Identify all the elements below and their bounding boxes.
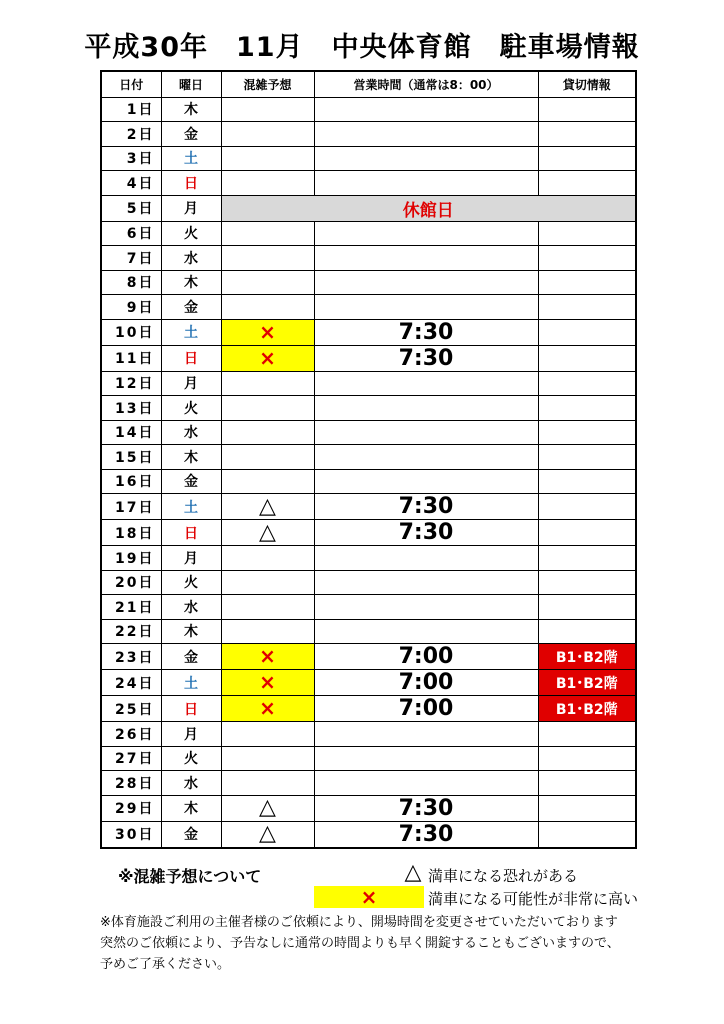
date-cell: 22日 [101,619,161,644]
reservation-cell [538,746,636,771]
weekday-cell: 日 [161,171,221,196]
date-cell: 8日 [101,270,161,295]
congestion-cell [221,246,314,271]
table-row [101,97,636,122]
date-cell: 11日 [101,345,161,371]
table-row [101,644,636,670]
date-cell: 15日 [101,445,161,470]
date-cell: 25日 [101,696,161,722]
hours-cell [314,771,538,796]
reservation-cell [538,122,636,147]
reservation-cell: B1･B2階 [538,670,636,696]
date-cell: 6日 [101,221,161,246]
table-row [101,445,636,470]
reservation-cell [538,494,636,520]
date-cell: 4日 [101,171,161,196]
weekday-cell: 金 [161,644,221,670]
weekday-cell: 月 [161,722,221,747]
cross-icon: × [259,644,276,668]
header-congestion: 混雑予想 [221,71,314,97]
weekday-cell: 木 [161,795,221,821]
congestion-cell [221,795,314,821]
reservation-cell [538,246,636,271]
hours-cell [314,171,538,196]
table-row [101,619,636,644]
date-cell: 19日 [101,546,161,571]
date-cell: 20日 [101,570,161,595]
reservation-cell [538,319,636,345]
note-line: ※体育施設ご利用の主催者様のご依頼により、開場時間を変更させていただいております [100,915,618,930]
header-reservation: 貸切情報 [538,71,636,97]
reservation-cell [538,520,636,546]
weekday-cell: 日 [161,696,221,722]
congestion-cell [221,771,314,796]
table-row [101,345,636,371]
reservation-cell: B1･B2階 [538,696,636,722]
weekday-cell: 金 [161,469,221,494]
weekday-cell: 土 [161,319,221,345]
hours-cell: 7:30 [314,795,538,821]
table-row [101,221,636,246]
hours-cell: 7:30 [314,520,538,546]
hours-cell [314,295,538,320]
date-cell: 5日 [101,195,161,221]
hours-cell: 7:30 [314,494,538,520]
note-line: 予めご了承ください。 [100,957,231,972]
hours-cell: 7:30 [314,319,538,345]
reservation-cell [538,722,636,747]
hours-cell [314,420,538,445]
date-cell: 9日 [101,295,161,320]
date-cell: 21日 [101,595,161,620]
legend-title: ※混雑予想について [118,867,262,886]
date-cell: 30日 [101,821,161,848]
table-row [101,746,636,771]
reservation-cell [538,295,636,320]
table-row [101,722,636,747]
congestion-cell [221,221,314,246]
date-cell: 23日 [101,644,161,670]
reservation-cell [538,171,636,196]
reservation-cell [538,270,636,295]
cross-icon: × [360,885,378,909]
congestion-cell [221,644,314,670]
hours-cell [314,619,538,644]
date-cell: 1日 [101,97,161,122]
weekday-cell: 金 [161,821,221,848]
congestion-cell [221,570,314,595]
congestion-cell [221,319,314,345]
note-line: 突然のご依頼により、予告なしに通常の時間よりも早く開錠することもございますので、 [100,936,620,951]
congestion-cell [221,696,314,722]
weekday-cell: 火 [161,221,221,246]
hours-cell [314,469,538,494]
table-row [101,795,636,821]
triangle-icon: △ [404,860,422,885]
cross-icon: × [259,696,276,720]
reservation-cell: B1･B2階 [538,644,636,670]
reservation-cell [538,345,636,371]
table-row [101,319,636,345]
congestion-cell [221,746,314,771]
table-row [101,821,636,848]
table-row [101,420,636,445]
date-cell: 12日 [101,371,161,396]
date-cell: 18日 [101,520,161,546]
legend-cross-text: 満車になる可能性が非常に高い [428,890,639,908]
cross-icon: × [259,319,276,344]
hours-cell [314,146,538,171]
reservation-cell [538,221,636,246]
table-row [101,696,636,722]
weekday-cell: 土 [161,146,221,171]
table-row [101,195,636,221]
hours-cell [314,595,538,620]
congestion-cell [221,146,314,171]
reservation-cell [538,469,636,494]
cross-icon: × [259,670,276,694]
reservation-cell [538,146,636,171]
table-row [101,494,636,520]
reservation-cell [538,619,636,644]
congestion-cell [221,97,314,122]
legend-triangle-text: 満車になる恐れがある [428,867,579,885]
congestion-cell [221,722,314,747]
date-cell: 28日 [101,771,161,796]
date-cell: 13日 [101,396,161,421]
header-date: 日付 [101,71,161,97]
congestion-cell [221,494,314,520]
table-row [101,546,636,571]
hours-cell: 7:00 [314,670,538,696]
hours-cell: 7:30 [314,345,538,371]
hours-cell [314,396,538,421]
table-header-row [101,71,636,97]
congestion-cell [221,821,314,848]
table-row [101,595,636,620]
table-row [101,670,636,696]
weekday-cell: 土 [161,494,221,520]
date-cell: 7日 [101,246,161,271]
congestion-cell [221,546,314,571]
date-cell: 10日 [101,319,161,345]
triangle-icon: △ [259,493,276,519]
date-cell: 2日 [101,122,161,147]
hours-cell [314,570,538,595]
date-cell: 3日 [101,146,161,171]
congestion-cell [221,396,314,421]
congestion-legend [118,862,718,910]
reservation-cell [538,371,636,396]
reservation-cell [538,821,636,848]
congestion-cell [221,619,314,644]
reservation-cell [538,97,636,122]
hours-cell [314,371,538,396]
reservation-cell [538,396,636,421]
date-cell: 26日 [101,722,161,747]
table-row [101,295,636,320]
header-hours: 営業時間（通常は8：00） [314,71,538,97]
hours-cell [314,270,538,295]
header-dow: 曜日 [161,71,221,97]
triangle-icon: △ [259,519,276,545]
weekday-cell: 日 [161,345,221,371]
weekday-cell: 火 [161,396,221,421]
congestion-cell [221,670,314,696]
table-row [101,396,636,421]
congestion-cell [221,270,314,295]
weekday-cell: 月 [161,195,221,221]
weekday-cell: 金 [161,295,221,320]
weekday-cell: 日 [161,520,221,546]
hours-cell [314,546,538,571]
weekday-cell: 月 [161,546,221,571]
weekday-cell: 火 [161,746,221,771]
table-row [101,520,636,546]
weekday-cell: 月 [161,371,221,396]
hours-cell [314,445,538,470]
hours-cell [314,746,538,771]
date-cell: 24日 [101,670,161,696]
reservation-cell [538,771,636,796]
reservation-cell [538,546,636,571]
table-row [101,146,636,171]
congestion-cell [221,595,314,620]
hours-cell [314,246,538,271]
date-cell: 27日 [101,746,161,771]
weekday-cell: 木 [161,270,221,295]
date-cell: 14日 [101,420,161,445]
weekday-cell: 木 [161,445,221,470]
table-row [101,171,636,196]
weekday-cell: 土 [161,670,221,696]
cross-icon: × [259,345,276,370]
hours-cell: 7:00 [314,696,538,722]
weekday-cell: 水 [161,595,221,620]
congestion-cell [221,520,314,546]
hours-cell [314,221,538,246]
triangle-icon: △ [259,795,276,820]
date-cell: 29日 [101,795,161,821]
weekday-cell: 木 [161,619,221,644]
congestion-cell [221,171,314,196]
congestion-cell [221,122,314,147]
table-row [101,371,636,396]
closed-day-cell: 休館日 [221,195,636,221]
congestion-cell [221,295,314,320]
parking-schedule-table [100,70,637,849]
table-row [101,469,636,494]
table-row [101,122,636,147]
notes [100,912,724,975]
reservation-cell [538,795,636,821]
hours-cell: 7:00 [314,644,538,670]
hours-cell [314,122,538,147]
table-row [101,270,636,295]
date-cell: 17日 [101,494,161,520]
weekday-cell: 木 [161,97,221,122]
reservation-cell [538,595,636,620]
table-row [101,570,636,595]
weekday-cell: 水 [161,246,221,271]
congestion-cell [221,420,314,445]
congestion-cell [221,445,314,470]
hours-cell [314,722,538,747]
reservation-cell [538,570,636,595]
congestion-cell [221,371,314,396]
legend-cross-box [314,886,424,908]
hours-cell [314,97,538,122]
hours-cell: 7:30 [314,821,538,848]
triangle-icon: △ [259,821,276,846]
reservation-cell [538,420,636,445]
weekday-cell: 水 [161,420,221,445]
weekday-cell: 水 [161,771,221,796]
reservation-cell [538,445,636,470]
congestion-cell [221,469,314,494]
table-row [101,246,636,271]
weekday-cell: 火 [161,570,221,595]
table-row [101,771,636,796]
weekday-cell: 金 [161,122,221,147]
page-title: 平成30年 11月 中央体育館 駐車場情報 [84,32,640,63]
congestion-cell [221,345,314,371]
date-cell: 16日 [101,469,161,494]
